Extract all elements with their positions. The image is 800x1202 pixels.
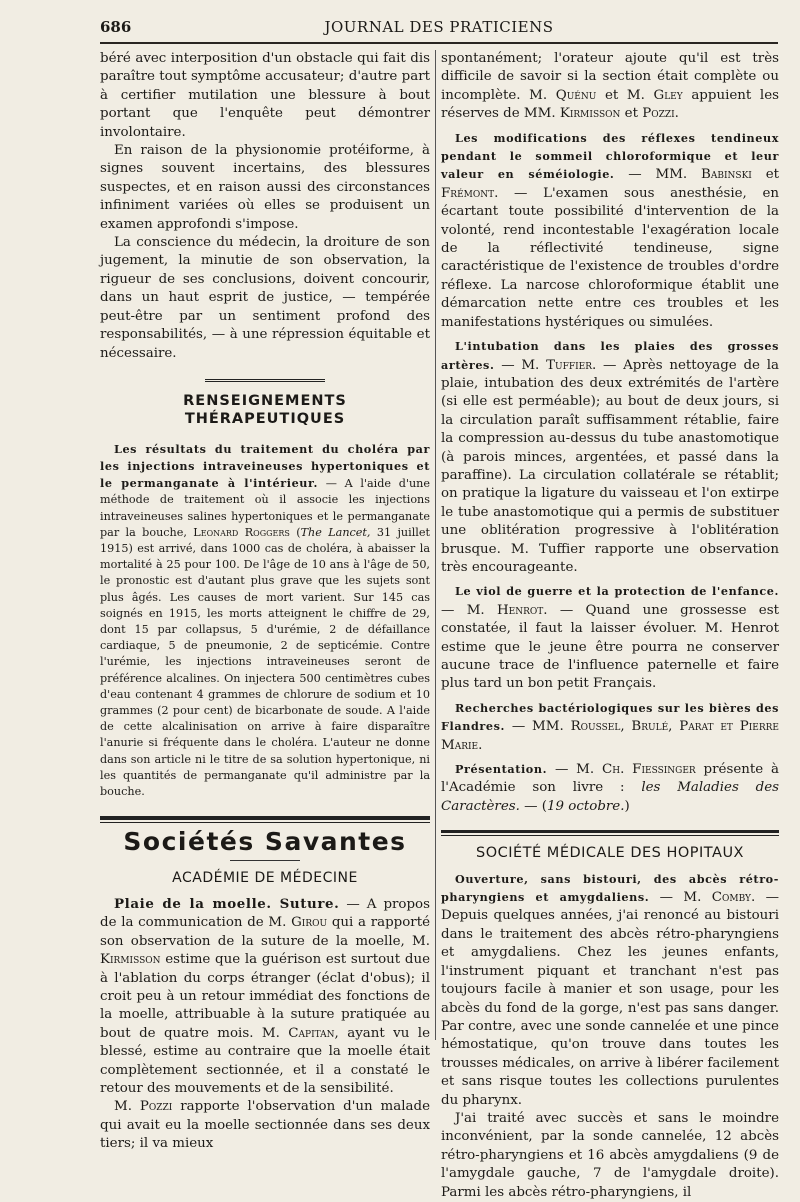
journal-ref: The Lancet, (300, 525, 371, 539)
running-header (100, 18, 778, 40)
journal-title: JOURNAL DES PRATICIENS (324, 18, 554, 36)
run-in-heading: Plaie de la moelle. Suture. (114, 896, 340, 912)
section-title-renseignements: RENSEIGNEMENTS THÉRAPEUTIQUES (183, 392, 347, 428)
article-cholera: Les résultats du traitement du choléra par les injections intraveineuses hypertoniques et le permanganate à l'intérieur. — A l'aide d'une méthode de traitement où il associe les injections intraveineuses salines hypertoniques et le permanganate par la bouche, Leonard Roggers (The Lancet, 31 juillet 1915) est arrivé, dans 1000 cas de choléra, à abaisser la mortalité à 25 pour 100. De l'âge de 10 ans à l'âge de 50, le pronostic est d'autant plus grave que les sujets sont plus âgés. Les causes de mort varient. Sur 145 cas soignés en 1915, les morts atteignent le chiffre de 29, dont 15 par collapsus, 5 d'urémie, 2 de défaillance cardiaque, 5 de pneumonie, 2 de septicémie. Contre l'urémie, les injections intraveineuses seront de préférence alcalines. On injectera 500 centimètres cubes d'eau contenant 4 grammes de chlorure de sodium et 10 grammes (2 pour cent) de bicarbonate de soude. A l'aide de cette alcalinisation on arrive à faire disparaître l'anurie si fréquente dans le choléra. L'auteur ne donne dans son article ni le titre de sa solution hypertonique, ni les quantités de permanganate qu'il administre par la bouche. (100, 441, 430, 798)
section-rule-thin (100, 822, 430, 823)
article-intubation: L'intubation dans les plaies des grosses artères. — M. Tuffier. — Après nettoyage de la plaie, intubation des deux extrémités de l'artère (si elle est perméable); au bout de deux jours, si la circulation paraît suffisamment rétablie, faire la compression au-dessus du tube anastomotique (à parois minces, argentées, et passé dans la paraffine). La circulation collatérale se rétablit; on pratique la ligature du vaisseau et l'on extirpe le tube anastomotique qui a permis de substituer une oblitération progressive à l'oblitération brusque. M. Tuffier rapporte une observation très encourageante. (441, 339, 779, 575)
paragraph-continued: spontanément; l'orateur ajoute qu'il est très difficile de savoir si la section était complète ou incomplète. M. Quénu et M. Gley appuient les réserves de MM. Kirmisson et Pozzi. (441, 51, 779, 122)
article-ouverture-abces: Ouverture, sans bistouri, des abcès rétro-pharyngiens et amygdaliens. — M. Comby. — Depuis quelques années, j'ai renoncé au bistouri dans le traitement des abcès rétro-pharyngiens et amygdaliens. Chez les jeunes enfants, l'instrument piquant et tranchant n'est pas toujours facile à manier et son usage, pour les abcès du fond de la gorge, n'est pas sans danger. Par contre, avec une sonde cannelée et une pince hémostatique, qu'on trouve dans toutes les trousses médicales, on arrive à libérer facilement et sans risque toutes les collections purulentes du pharynx. (441, 871, 779, 1108)
article-viol-de-guerre: Le viol de guerre et la protection de l'enfance. — M. Henrot. — Quand une grossesse est constatée, il faut la laisser évoluer. M. Henrot estime que le jeune être pourra ne conserver aucune trace de l'influence paternelle et faire plus tard un bon petit Français. (441, 584, 779, 692)
section-rule-thin (441, 835, 779, 836)
left-column (100, 50, 430, 1154)
paragraph: La conscience du médecin, la droiture de son jugement, la minutie de son observation, la rigueur de ses conclusions, doivent concourir, dans un haut esprit de justice, — tempérée peut-être par un sentiment profond des responsabilités, — à une répression équitable et nécessaire. (100, 235, 430, 361)
section-rule (441, 830, 779, 833)
paragraph: En raison de la physionomie protéiforme, à signes souvent incertains, des blessures suspectes, et en raison aussi des circonstances infiniment variées où elles se produisent un examen approfondi s'impose. (100, 143, 430, 232)
subsection-title-smh: SOCIÉTÉ MÉDICALE DES HOPITAUX (476, 845, 744, 862)
article-plaie-moelle: Plaie de la moelle. Suture. — A propos de la communication de M. Girou qui a rapporté son observation de la suture de la moelle, M. Kirmisson estime que la guérison est surtout due à l'ablation du corps étranger (éclat d'obus); il croit peu à un retour immédiat des fonctions de la moelle, attribuable à la suture pratiquée au bout de quatre mois. M. Capitan, ayant vu le blessé, estime au contraire que la moelle était complètement sectionnée, et il a constaté le retour des mouvements et de la sensibilité. (100, 896, 431, 1097)
right-column (441, 50, 779, 1202)
run-in-heading: Les modifications des réflexes tendineux pendant le sommeil chloroformique et leur valeur en séméiologie. (441, 130, 779, 182)
paragraph: béré avec interposition d'un obstacle qui fait dis paraître tout symptôme accusateur; d'autre part à certifier mutilation une blessure à bout portant que l'enquête peut démontrer involontaire. (100, 51, 430, 140)
subsection-title-academie: ACADÉMIE DE MÉDECINE (172, 869, 358, 886)
column-divider (435, 50, 436, 1040)
article-reflexes: Les modifications des réflexes tendineux pendant le sommeil chloroformique et leur valeur en séméiologie. — MM. Babinski et Frémont. — L'examen sous anesthésie, en écartant toute possibilité d'intervention de la volonté, rend incontestable l'exagération locale de la réflectivité tendineuse, signe caractéristique de l'existence de troubles d'ordre réflexe. La narcose chloroformique établit une démarcation nette entre ces troubles et les manifestations hystériques ou simulées. (441, 130, 780, 330)
short-rule (230, 860, 300, 861)
section-rule (100, 816, 430, 820)
article-bieres: Recherches bactériologiques sur les bières des Flandres. — MM. Roussel, Brulé, Parat et Pierre Marie. (441, 700, 779, 753)
paragraph: J'ai traité avec succès et sans le moindre inconvénient, par la sonde cannelée, 12 abcès rétro-pharyngiens et 16 abcès amygdaliens (9 de l'amygdale gauche, 7 de l'amygdale droite). Parmi les abcès rétro-pharyngiens, il (441, 1110, 779, 1200)
run-in-heading: Recherches bactériologiques sur les bières des Flandres. (441, 700, 779, 734)
section-title-societes: Sociétés Savantes (123, 827, 407, 857)
run-in-heading: L'intubation dans les plaies des grosses artères. (441, 339, 779, 372)
paragraph-pozzi: M. Pozzi rapporte l'observation d'un malade qui avait eu la moelle sectionnée dans ses deux tiers; il va mieux (100, 1099, 430, 1152)
run-in-heading: Les résultats du traitement du choléra par les injections intraveineuses hypertoniques et le permanganate à l'intérieur. (100, 441, 430, 491)
article-presentation: Présentation. — M. Ch. Fiessinger présente à l'Académie son livre : les Maladies des Caractères. — (19 octobre.) (441, 762, 779, 814)
run-in-heading: Le viol de guerre et la protection de l'enfance. (455, 584, 779, 599)
ornament-rule (205, 379, 325, 382)
run-in-heading: Ouverture, sans bistouri, des abcès rétro-pharyngiens et amygdaliens. (441, 871, 779, 905)
author-name: Leonard Roggers (193, 525, 290, 539)
header-rule (100, 42, 778, 44)
run-in-heading: Présentation. (455, 762, 548, 777)
page-number: 686 (100, 18, 132, 36)
